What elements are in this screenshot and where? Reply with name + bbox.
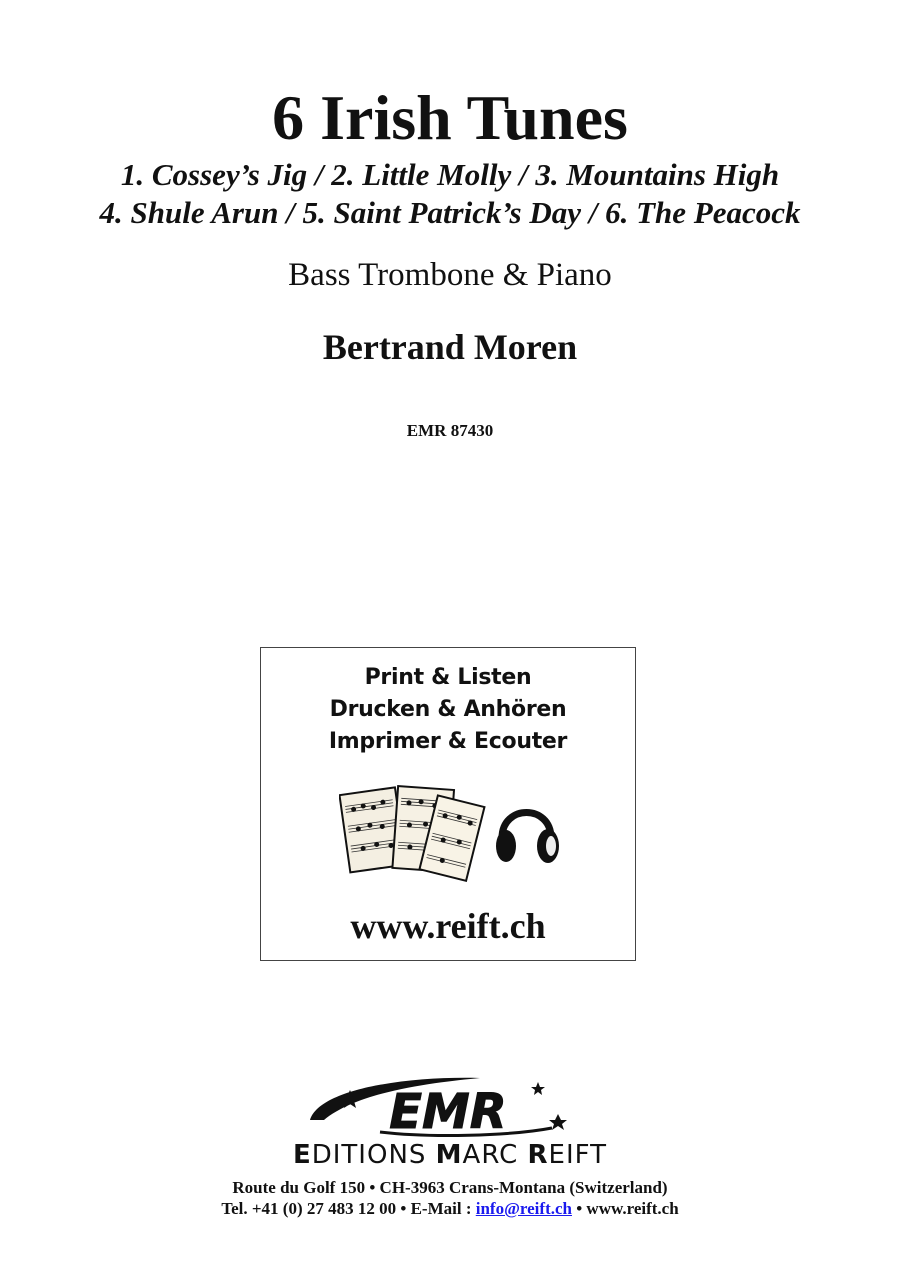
print-listen-box (260, 647, 636, 961)
composer-name: Bertrand Moren (322, 327, 578, 367)
catalog-number: EMR 87430 (406, 421, 494, 440)
tune-list-line-2: 4. Shule Arun / 5. Saint Patrick’s Day / 6. The Peacock (99, 195, 801, 230)
promo-line-french: Imprimer & Ecouter (328, 729, 568, 754)
instrumentation: Bass Trombone & Piano (288, 257, 612, 293)
website-text[interactable]: • www.reift.ch (576, 1199, 679, 1218)
publisher-name: EDITIONS MARC REIFT (292, 1140, 608, 1170)
contact-line (0, 1198, 900, 1219)
tune-list (0, 156, 900, 232)
address-line: Route du Golf 150 • CH-3963 Crans-Montana (Switzerland) (232, 1178, 668, 1197)
promo-icons (339, 782, 569, 882)
promo-text (261, 662, 635, 758)
headphones-icon (496, 813, 559, 864)
email-link[interactable]: info@reift.ch (475, 1199, 572, 1218)
svg-text:EMR: EMR (389, 1084, 507, 1140)
tune-list-line-1: 1. Cossey’s Jig / 2. Little Molly / 3. Mountains High (120, 157, 780, 192)
sheet-music-icon (339, 786, 484, 881)
score-title: 6 Irish Tunes (272, 82, 628, 153)
telephone-label: Tel. +41 (0) 27 483 12 00 • E-Mail : (221, 1199, 472, 1218)
emr-logo (290, 1070, 610, 1150)
promo-line-english: Print & Listen (364, 665, 532, 690)
promo-website[interactable]: www.reift.ch (350, 906, 546, 946)
promo-line-german: Drucken & Anhören (329, 697, 567, 722)
publisher-address (0, 1177, 900, 1219)
